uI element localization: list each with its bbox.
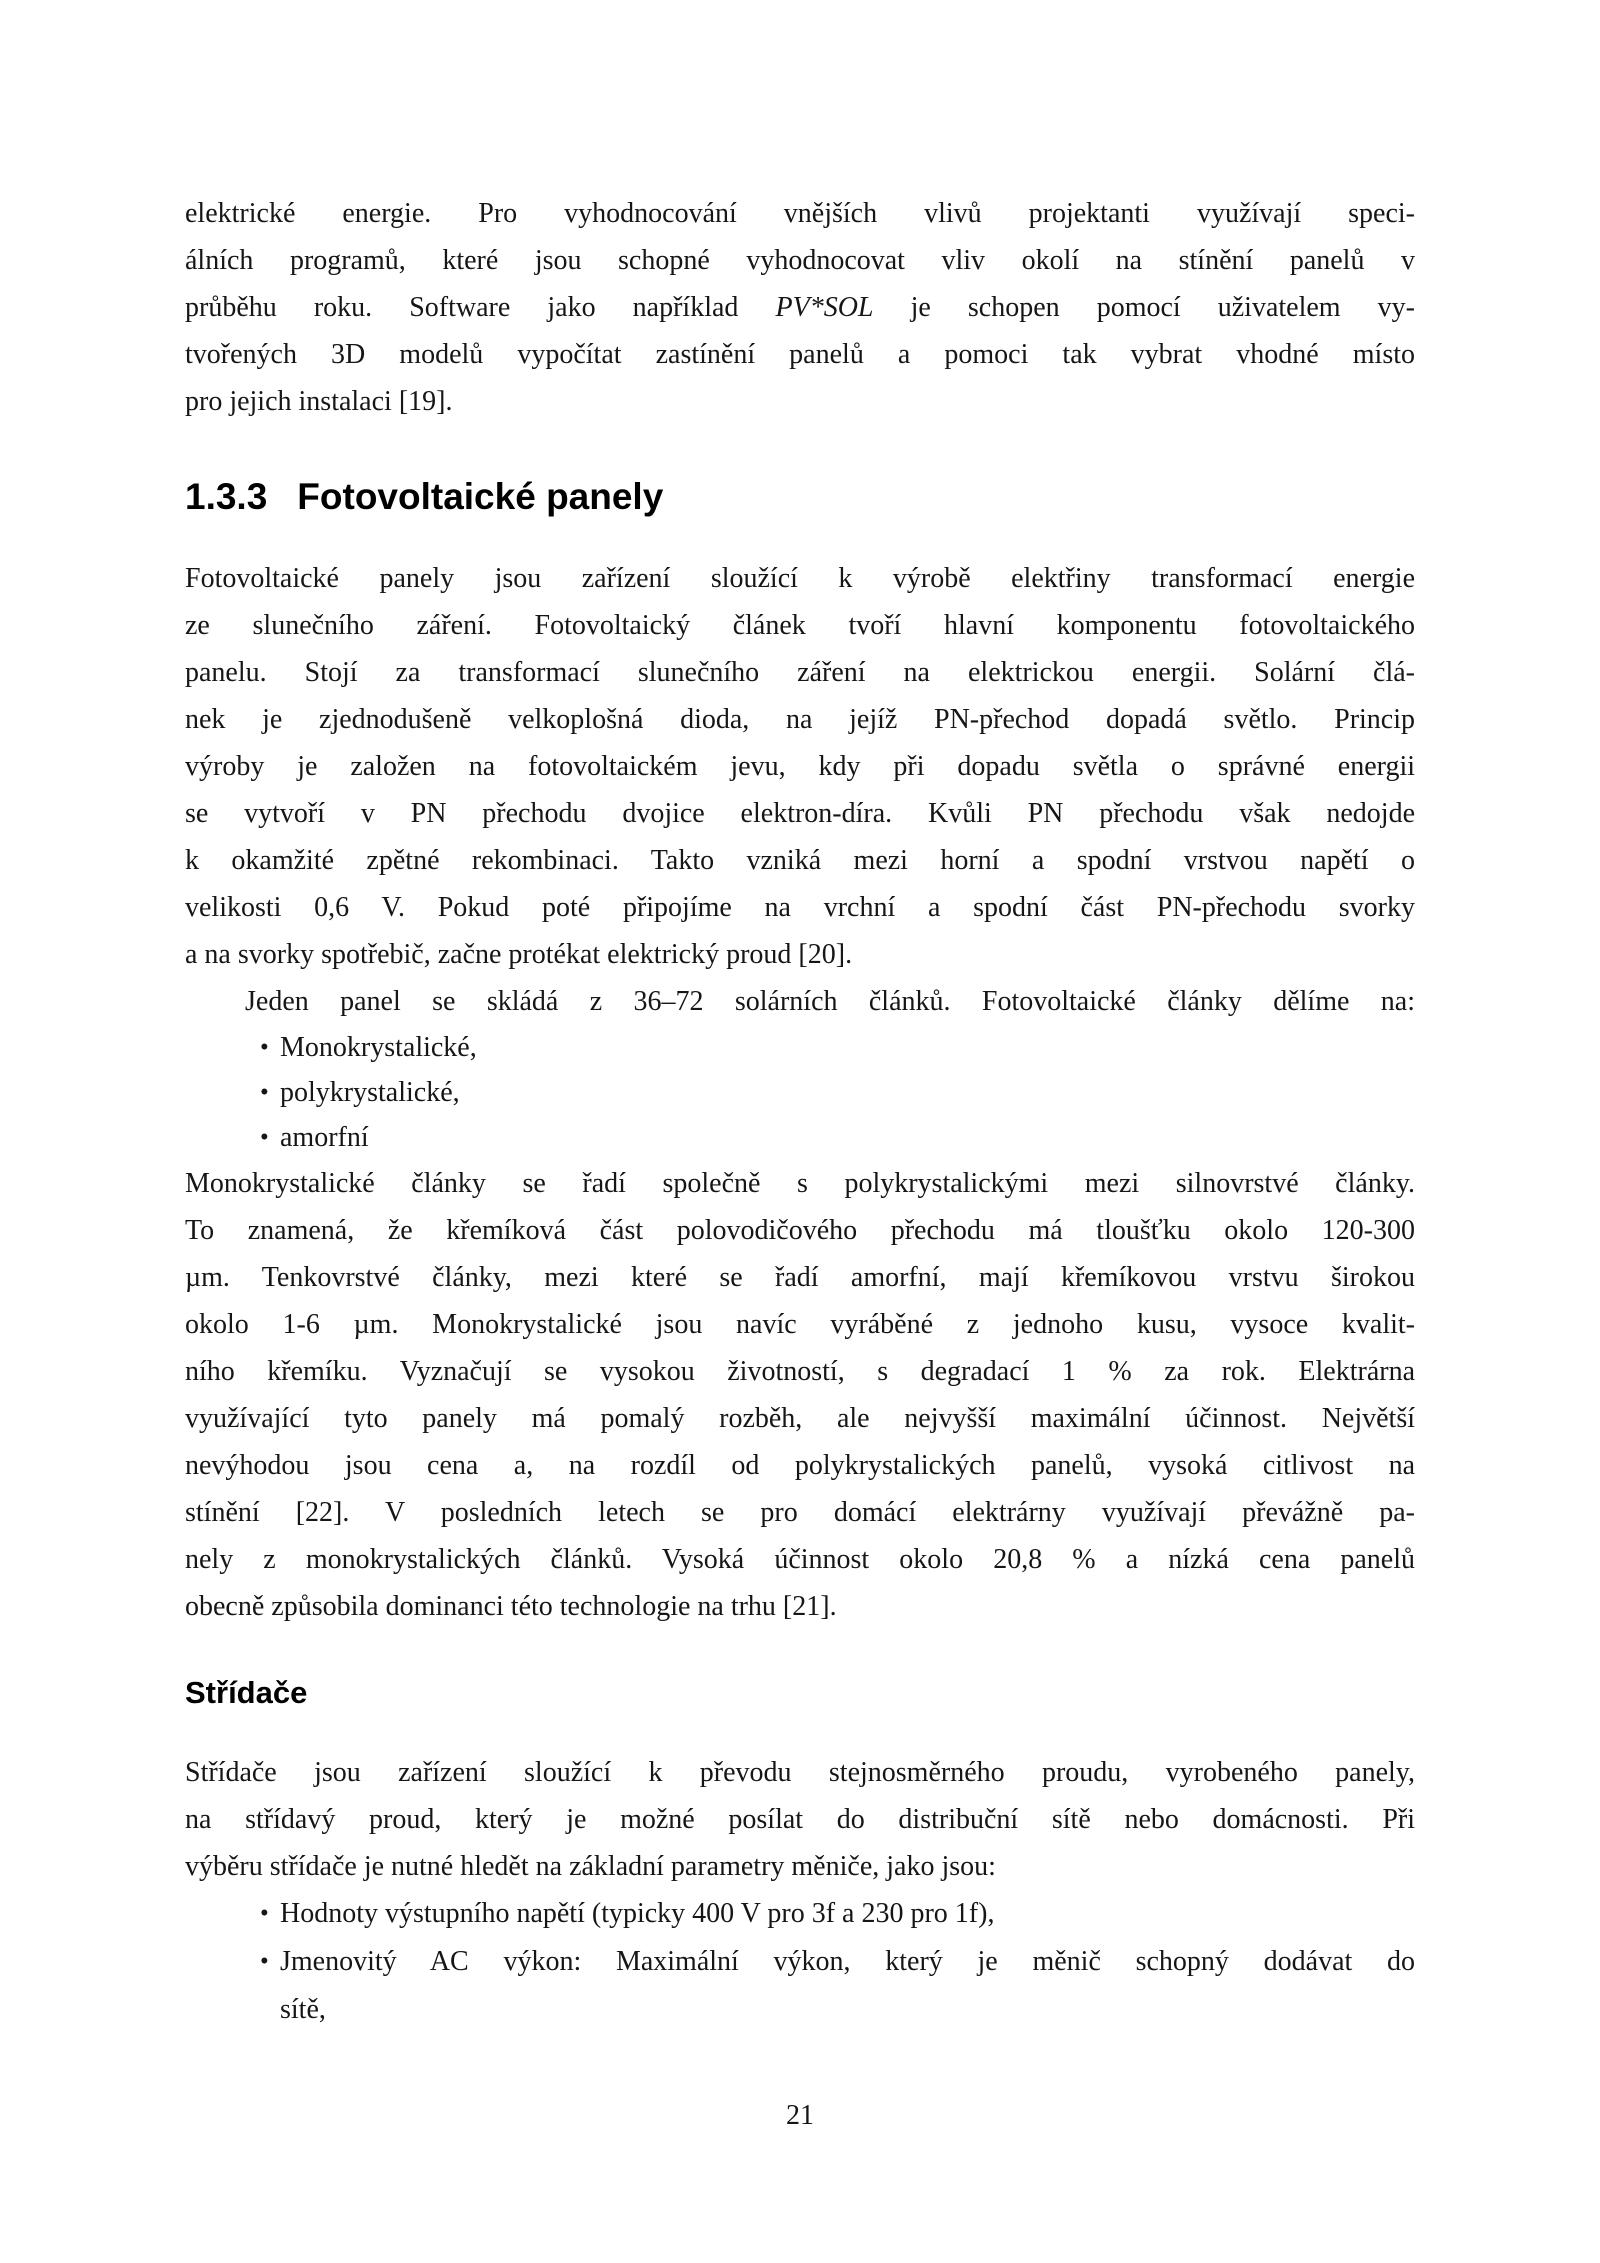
text-line: Monokrystalické články se řadí společně s polykrystalickými mezi silnovrstvé články. xyxy=(185,1168,1415,1199)
page-content xyxy=(185,190,1415,2034)
list-item-text: Hodnoty výstupního napětí (typicky 400 V pro 3f a 230 pro 1f), xyxy=(280,1898,995,1929)
text-line: a na svorky spotřebič, začne protékat elektrický proud [20]. xyxy=(185,939,853,970)
paragraph-photovoltaic-panels xyxy=(185,555,1415,978)
text-segment: průběhu roku. Software jako například xyxy=(185,292,776,323)
text-line: Jeden panel se skládá z 36–72 solárních článků. Fotovoltaické články dělíme na: xyxy=(245,986,1415,1017)
bullet-icon: • xyxy=(260,1124,269,1151)
text-line: na střídavý proud, který je možné posílat do distribuční sítě nebo domácnosti. Při xyxy=(185,1804,1415,1835)
bullet-icon: • xyxy=(260,1079,269,1106)
paragraph-cell-technologies xyxy=(185,1160,1415,1630)
list-item xyxy=(260,1115,1415,1160)
bullet-icon: • xyxy=(260,1900,269,1927)
section-heading xyxy=(185,477,1415,517)
text-line: álních programů, které jsou schopné vyhodnocovat vliv okolí na stínění panelů v xyxy=(185,245,1415,276)
text-line: nevýhodou jsou cena a, na rozdíl od polykrystalických panelů, vysoká citlivost na xyxy=(185,1450,1415,1481)
paragraph-inverters xyxy=(185,1749,1415,1890)
list-item xyxy=(260,1070,1415,1115)
text-line: výroby je založen na fotovoltaickém jevu, kdy při dopadu světla o správné energii xyxy=(185,751,1415,782)
text-line: Střídače jsou zařízení sloužící k převodu stejnosměrného proudu, vyrobeného panely, xyxy=(185,1757,1415,1788)
text-line: stínění [22]. V posledních letech se pro domácí elektrárny využívají převážně pa- xyxy=(185,1497,1415,1528)
text-line: pro jejich instalaci [19]. xyxy=(185,386,453,417)
text-line: využívající tyto panely má pomalý rozběh, ale nejvyšší maximální účinnost. Největší xyxy=(185,1403,1415,1434)
text-line: nek je zjednodušeně velkoplošná dioda, na jejíž PN-přechod dopadá světlo. Princip xyxy=(185,704,1415,735)
text-line: výběru střídače je nutné hledět na základní parametry měniče, jako jsou: xyxy=(185,1851,996,1882)
text-segment: je schopen pomocí uživatelem vy- xyxy=(873,292,1415,323)
text-line: µm. Tenkovrstvé články, mezi které se řadí amorfní, mají křemíkovou vrstvu širokou xyxy=(185,1262,1415,1293)
paragraph-panel-composition xyxy=(185,978,1415,1025)
text-line: To znamená, že křemíková část polovodičového přechodu má tloušťku okolo 120-300 xyxy=(185,1215,1415,1246)
text-line: obecně způsobila dominanci této technologie na trhu [21]. xyxy=(185,1591,837,1622)
text-line: velikosti 0,6 V. Pokud poté připojíme na vrchní a spodní část PN-přechodu svorky xyxy=(185,892,1415,923)
list-item-text: amorfní xyxy=(280,1122,369,1153)
text-line: sítě, xyxy=(280,1994,326,2025)
text-line: se vytvoří v PN přechodu dvojice elektron-díra. Kvůli PN přechodu však nedojde xyxy=(185,798,1415,829)
text-line: elektrické energie. Pro vyhodnocování vnějších vlivů projektanti využívají speci- xyxy=(185,198,1415,229)
text-line: ze slunečního záření. Fotovoltaický článek tvoří hlavní komponentu fotovoltaického xyxy=(185,610,1415,641)
software-name-italic: PV*SOL xyxy=(775,292,874,323)
section-title: Fotovoltaické panely xyxy=(297,476,664,517)
list-item xyxy=(260,1890,1415,1938)
list-item-text: Monokrystalické, xyxy=(280,1032,477,1063)
paragraph-intro xyxy=(185,190,1415,425)
text-line: okolo 1-6 µm. Monokrystalické jsou navíc vyráběné z jednoho kusu, vysoce kvalit- xyxy=(185,1309,1415,1340)
text-line: Jmenovitý AC výkon: Maximální výkon, který je měnič schopný dodávat do xyxy=(280,1946,1415,1977)
text-line: ního křemíku. Vyznačují se vysokou životností, s degradací 1 % za rok. Elektrárna xyxy=(185,1356,1415,1387)
text-line: panelu. Stojí za transformací slunečního záření na elektrickou energii. Solární člá- xyxy=(185,657,1415,688)
section-number: 1.3.3 xyxy=(185,476,268,517)
list-item xyxy=(260,1025,1415,1070)
list-item xyxy=(260,1938,1415,2034)
text-line: nely z monokrystalických článků. Vysoká účinnost okolo 20,8 % a nízká cena panelů xyxy=(185,1544,1415,1575)
subsection-heading: Střídače xyxy=(185,1675,308,1710)
text-line: tvořených 3D modelů vypočítat zastínění panelů a pomoci tak vybrat vhodné místo xyxy=(185,339,1415,370)
list-item-text xyxy=(280,1938,1415,2034)
page-number: 21 xyxy=(786,2100,814,2131)
cell-types-list xyxy=(185,1025,1415,1160)
text-line: k okamžité zpětné rekombinaci. Takto vzniká mezi horní a spodní vrstvou napětí o xyxy=(185,845,1415,876)
list-item-text: polykrystalické, xyxy=(280,1077,460,1108)
bullet-icon: • xyxy=(260,1948,269,1975)
text-line: Fotovoltaické panely jsou zařízení sloužící k výrobě elektřiny transformací energie xyxy=(185,563,1415,594)
bullet-icon: • xyxy=(260,1034,269,1061)
text-line xyxy=(185,284,1415,331)
inverter-parameters-list xyxy=(185,1890,1415,2034)
